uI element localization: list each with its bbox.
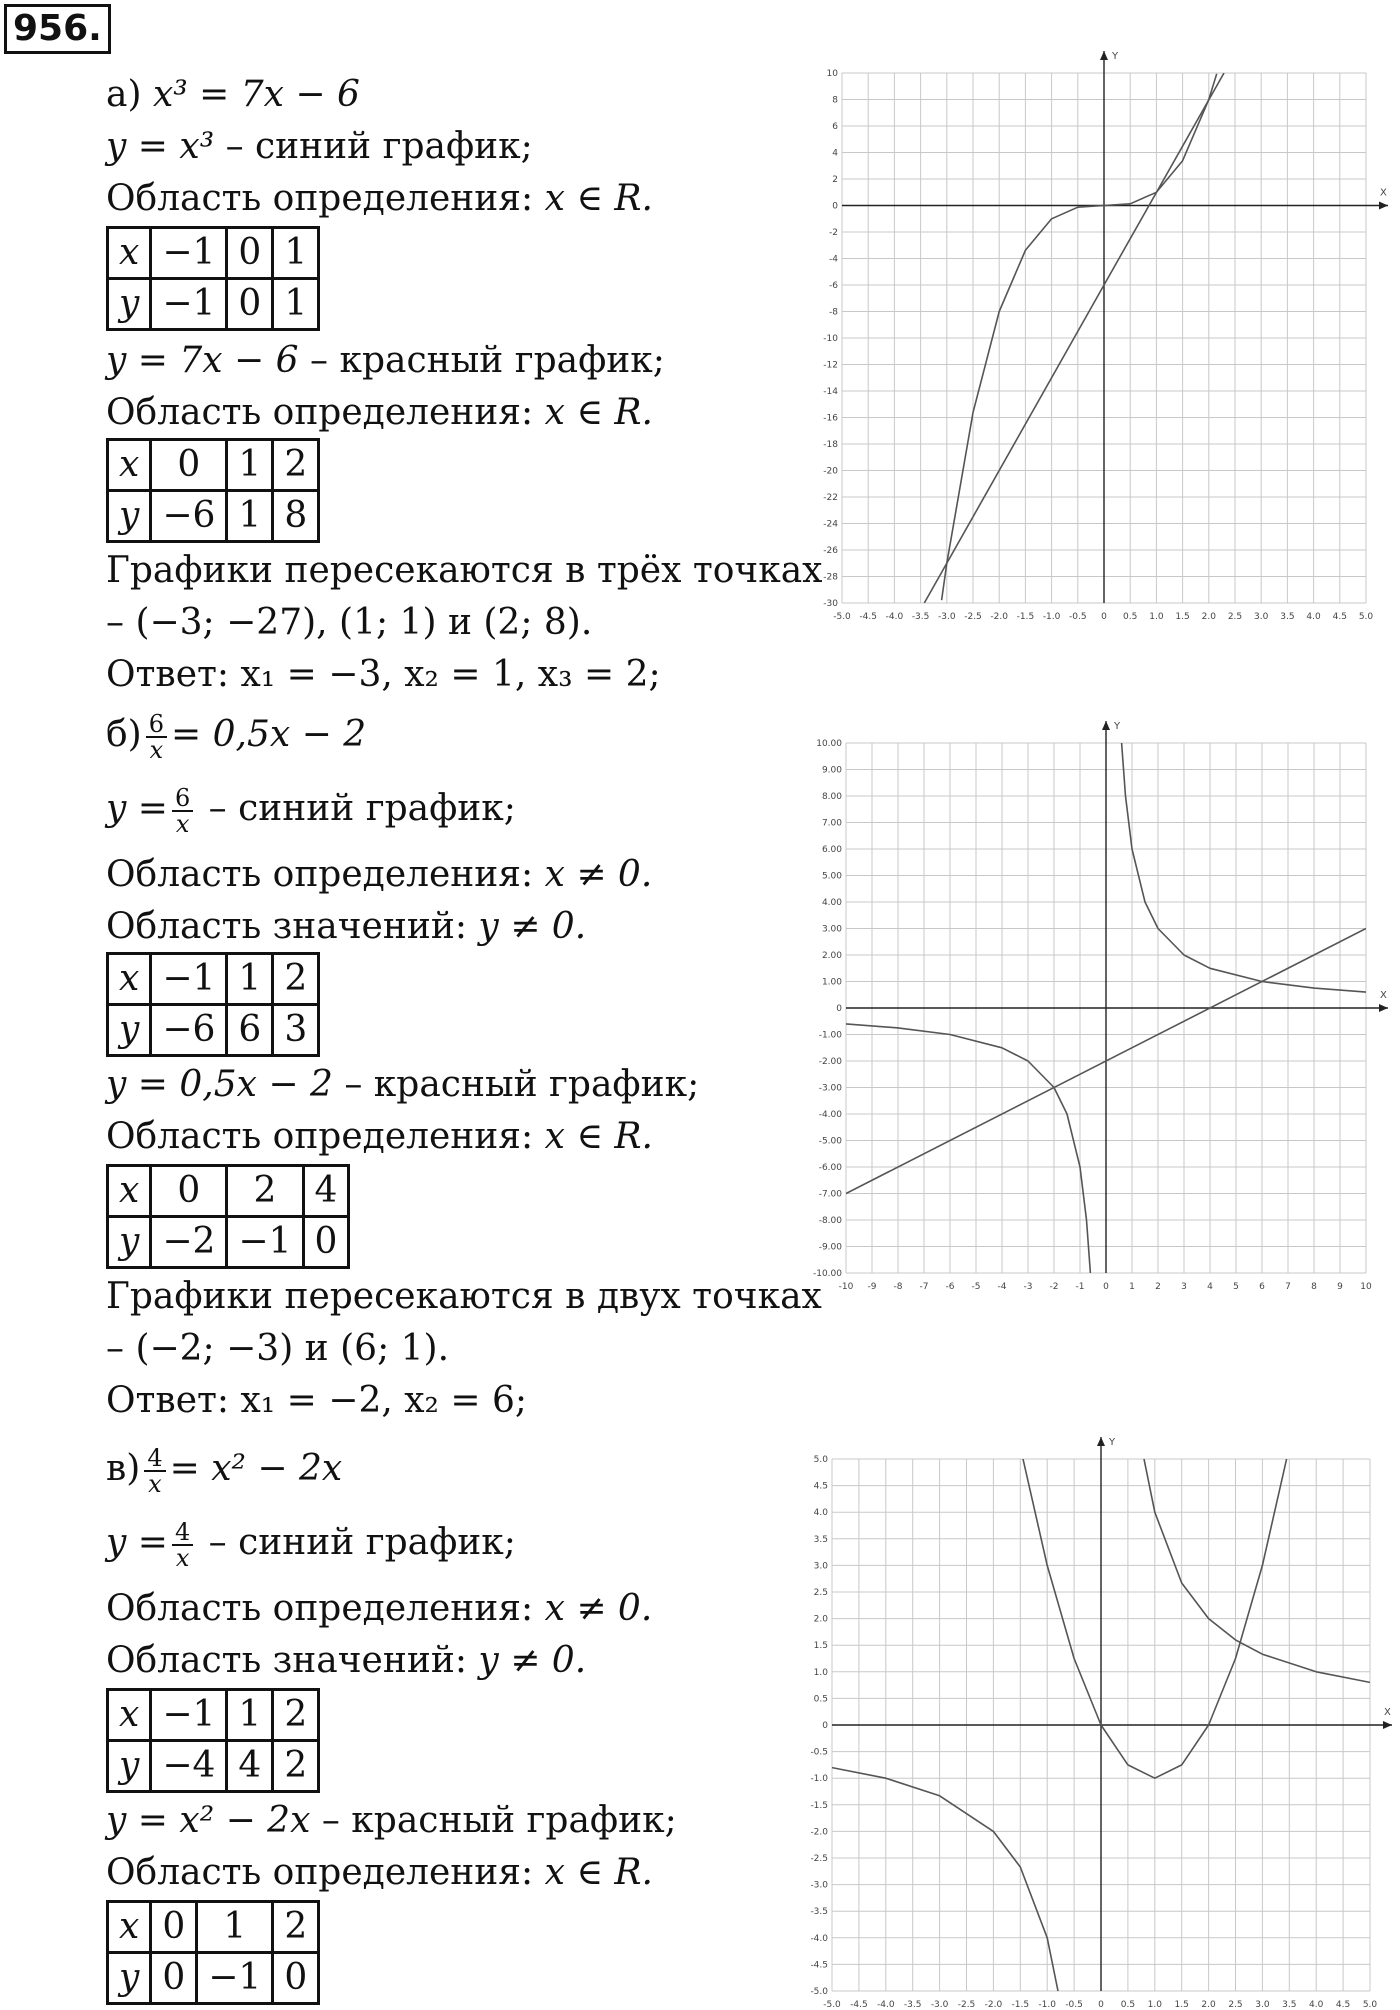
part-a-conclusion-1: Графики пересекаются в трёх точках bbox=[106, 550, 823, 591]
part-a-blue-line: y = x³ – синий график; bbox=[106, 126, 533, 167]
y-axis-arrow-icon bbox=[1097, 1437, 1105, 1446]
part-b-blue-line: y = $\frac{6}{x}$ – синий график; bbox=[106, 784, 516, 838]
x-tick-label: 2.0 bbox=[1201, 612, 1216, 622]
table-cell: 0 bbox=[227, 228, 273, 279]
y-tick-label: 4.5 bbox=[813, 1481, 828, 1492]
x-tick-label: 0 bbox=[1101, 612, 1107, 622]
x-tick-label: 9 bbox=[1337, 1282, 1343, 1290]
table-cell: −1 bbox=[151, 954, 227, 1005]
y-tick-label: 1.00 bbox=[821, 977, 842, 988]
x-tick-label: 4.0 bbox=[1309, 2000, 1324, 2010]
table-cell: 0 bbox=[227, 279, 273, 330]
x-tick-label: -1.0 bbox=[1038, 2000, 1056, 2010]
y-tick-label: 3.0 bbox=[813, 1561, 828, 1572]
y-tick-label: 4 bbox=[832, 148, 838, 159]
part-b-domain-1: Область определения: x ≠ 0. bbox=[106, 854, 653, 895]
x-tick-label: -6 bbox=[945, 1282, 955, 1290]
part-b-range-1: Область значений: y ≠ 0. bbox=[106, 906, 587, 947]
y-tick-label: -1.5 bbox=[810, 1800, 828, 1811]
table-cell: 0 bbox=[151, 1166, 227, 1217]
x-axis-label: X bbox=[1380, 187, 1387, 199]
x-tick-label: 3.0 bbox=[1255, 2000, 1270, 2010]
x-tick-label: -3.0 bbox=[930, 2000, 949, 2010]
y-tick-label: 3.00 bbox=[821, 924, 842, 935]
y-tick-label: -16 bbox=[823, 413, 838, 424]
x-tick-label: 1.5 bbox=[1175, 612, 1190, 622]
y-tick-label: -10.00 bbox=[812, 1269, 842, 1279]
table-row bbox=[108, 1953, 319, 2004]
x-tick-label: 10 bbox=[1360, 1282, 1372, 1290]
x-tick-label: -1.5 bbox=[1016, 612, 1035, 622]
y-tick-label: -18 bbox=[823, 440, 838, 450]
y-tick-label: 1.0 bbox=[813, 1667, 828, 1678]
table-row bbox=[108, 440, 319, 491]
x-axis-arrow-icon bbox=[1383, 1721, 1392, 1729]
x-tick-label: 5 bbox=[1233, 1282, 1239, 1290]
y-tick-label: 6.00 bbox=[821, 845, 842, 855]
y-tick-label: -2.00 bbox=[818, 1057, 842, 1067]
y-tick-label: 0.5 bbox=[813, 1694, 828, 1705]
y-tick-label: 7.00 bbox=[821, 818, 842, 829]
table-cell: 2 bbox=[273, 440, 319, 491]
table-cell: 1 bbox=[227, 1690, 273, 1741]
y-tick-label: -20 bbox=[823, 466, 838, 477]
y-tick-label: -14 bbox=[823, 387, 838, 397]
x-tick-label: -2.5 bbox=[964, 612, 982, 622]
y-tick-label: -24 bbox=[823, 519, 838, 530]
table-cell: y bbox=[108, 1741, 151, 1792]
problem-number: 956. bbox=[4, 4, 111, 54]
table-cell: −1 bbox=[151, 279, 227, 330]
x-axis-label: X bbox=[1380, 990, 1387, 1001]
x-tick-label: 4.5 bbox=[1332, 612, 1347, 622]
y-axis-label: Y bbox=[1109, 1437, 1116, 1448]
table-cell: y bbox=[108, 1217, 151, 1268]
y-tick-label: -1.0 bbox=[810, 1774, 828, 1785]
table-cell: 6 bbox=[227, 1005, 273, 1056]
series-line-1 bbox=[1144, 1459, 1370, 1682]
x-tick-label: -8 bbox=[893, 1282, 903, 1290]
fraction: $\frac{4}{x}$ bbox=[172, 1520, 193, 1570]
y-tick-label: -28 bbox=[823, 572, 838, 583]
x-tick-label: -2.0 bbox=[984, 2000, 1003, 2010]
y-tick-label: -30 bbox=[823, 599, 838, 609]
table-cell: 1 bbox=[273, 228, 319, 279]
x-tick-label: 0.5 bbox=[1120, 2000, 1136, 2010]
x-tick-label: 0 bbox=[1098, 2000, 1104, 2010]
y-tick-label: -6 bbox=[829, 281, 838, 291]
table-cell: x bbox=[108, 228, 151, 279]
table-row bbox=[108, 1741, 319, 1792]
y-tick-label: 5.00 bbox=[821, 871, 842, 882]
part-c-blue-line: y = $\frac{4}{x}$ – синий график; bbox=[106, 1518, 516, 1572]
x-tick-label: 4 bbox=[1207, 1282, 1213, 1290]
x-tick-label: 0 bbox=[1103, 1282, 1109, 1290]
x-tick-label: 3.5 bbox=[1280, 612, 1295, 622]
table-cell: −6 bbox=[151, 491, 227, 542]
table-cell: −2 bbox=[151, 1217, 227, 1268]
y-tick-label: -26 bbox=[823, 546, 838, 556]
x-tick-label: -5.0 bbox=[833, 612, 851, 622]
y-tick-label: -10 bbox=[823, 334, 838, 344]
table-cell: x bbox=[108, 1690, 151, 1741]
x-tick-label: 2.5 bbox=[1227, 612, 1243, 622]
table-cell: 0 bbox=[151, 1953, 197, 2004]
y-tick-label: 0 bbox=[832, 201, 838, 212]
chart-c bbox=[790, 1430, 1400, 2010]
x-tick-label: -2 bbox=[1049, 1282, 1059, 1290]
table-cell: y bbox=[108, 491, 151, 542]
x-tick-label: -1 bbox=[1075, 1282, 1085, 1290]
x-tick-label: -0.5 bbox=[1065, 2000, 1083, 2010]
x-tick-label: -10 bbox=[838, 1282, 854, 1290]
y-tick-label: -9.00 bbox=[818, 1242, 842, 1253]
y-tick-label: -2 bbox=[829, 228, 838, 238]
y-tick-label: -4.00 bbox=[818, 1110, 842, 1120]
table-row bbox=[108, 1690, 319, 1741]
y-tick-label: 4.0 bbox=[813, 1508, 828, 1519]
x-tick-label: 5.0 bbox=[1358, 612, 1374, 622]
y-tick-label: 8.00 bbox=[821, 792, 842, 802]
part-c-red-line: y = x² − 2x – красный график; bbox=[106, 1800, 677, 1841]
table-cell: 0 bbox=[151, 440, 227, 491]
table-cell: 1 bbox=[227, 491, 273, 542]
y-tick-label: 4.00 bbox=[821, 898, 842, 908]
x-tick-label: -4.5 bbox=[859, 612, 877, 622]
table-cell: 3 bbox=[273, 1005, 319, 1056]
table-cell: 1 bbox=[227, 440, 273, 491]
x-tick-label: 8 bbox=[1311, 1282, 1317, 1290]
table-cell: −4 bbox=[151, 1741, 227, 1792]
table-row bbox=[108, 1217, 349, 1268]
y-tick-label: -2.0 bbox=[810, 1827, 828, 1838]
table-cell: y bbox=[108, 279, 151, 330]
x-tick-label: -1.5 bbox=[1011, 2000, 1030, 2010]
x-tick-label: 2 bbox=[1155, 1282, 1161, 1290]
x-axis-label: X bbox=[1384, 1707, 1391, 1718]
y-tick-label: 2.5 bbox=[813, 1588, 828, 1598]
y-tick-label: -5.00 bbox=[818, 1136, 842, 1147]
y-tick-label: -6.00 bbox=[818, 1163, 842, 1173]
table-row bbox=[108, 954, 319, 1005]
y-tick-label: 1.5 bbox=[813, 1641, 828, 1652]
table-cell: y bbox=[108, 1005, 151, 1056]
x-tick-label: -4.5 bbox=[850, 2000, 868, 2010]
y-tick-label: -4.0 bbox=[810, 1933, 828, 1944]
table-cell: 2 bbox=[273, 1902, 319, 1953]
y-tick-label: 2.00 bbox=[821, 951, 842, 961]
y-tick-label: -7.00 bbox=[818, 1189, 842, 1200]
part-a-domain-2: Область определения: x ∈ R. bbox=[106, 392, 653, 433]
y-tick-label: 2 bbox=[832, 175, 838, 185]
x-tick-label: -5.0 bbox=[823, 2000, 841, 2010]
x-tick-label: 4.0 bbox=[1306, 612, 1321, 622]
part-a-red-line: y = 7x − 6 – красный график; bbox=[106, 340, 665, 381]
part-c-equation: в) $\frac{4}{x}$ = x² − 2x bbox=[106, 1444, 343, 1498]
part-b-conclusion-2: – (−2; −3) и (6; 1). bbox=[106, 1328, 450, 1369]
y-tick-label: -3.00 bbox=[818, 1083, 842, 1094]
x-tick-label: 3.0 bbox=[1254, 612, 1269, 622]
x-tick-label: 1 bbox=[1129, 1282, 1135, 1290]
y-tick-label: -22 bbox=[823, 493, 838, 503]
x-tick-label: -7 bbox=[919, 1282, 929, 1290]
table-cell: 8 bbox=[273, 491, 319, 542]
part-a-conclusion-2: – (−3; −27), (1; 1) и (2; 8). bbox=[106, 602, 593, 643]
table-cell: 1 bbox=[227, 954, 273, 1005]
part-b-red-line: y = 0,5x − 2 – красный график; bbox=[106, 1064, 700, 1105]
x-tick-label: 3.5 bbox=[1282, 2000, 1297, 2010]
part-b-equation: б) $\frac{6}{x}$ = 0,5x − 2 bbox=[106, 710, 367, 764]
x-tick-label: -4 bbox=[997, 1282, 1007, 1290]
table-row bbox=[108, 1166, 349, 1217]
y-tick-label: -12 bbox=[823, 360, 838, 371]
x-tick-label: -5 bbox=[971, 1282, 981, 1290]
table-cell: x bbox=[108, 1166, 151, 1217]
x-tick-label: 0.5 bbox=[1123, 612, 1138, 622]
x-tick-label: -4.0 bbox=[885, 612, 904, 622]
table-cell: y bbox=[108, 1953, 151, 2004]
part-b-answer: Ответ: x₁ = −2, x₂ = 6; bbox=[106, 1380, 528, 1421]
table-row bbox=[108, 1902, 319, 1953]
y-tick-label: -8 bbox=[829, 307, 838, 318]
table-cell: −1 bbox=[197, 1953, 273, 2004]
y-axis-arrow-icon bbox=[1100, 51, 1108, 60]
table-cell: 1 bbox=[197, 1902, 273, 1953]
part-c-domain-2: Область определения: x ∈ R. bbox=[106, 1852, 653, 1893]
y-tick-label: -3.5 bbox=[810, 1907, 828, 1918]
x-axis-arrow-icon bbox=[1379, 202, 1388, 210]
y-tick-label: 0 bbox=[836, 1004, 842, 1014]
x-tick-label: -2.5 bbox=[957, 2000, 976, 2010]
part-c-domain-1: Область определения: x ≠ 0. bbox=[106, 1588, 653, 1629]
x-tick-label: -3.0 bbox=[938, 612, 956, 622]
part-b-domain-2: Область определения: x ∈ R. bbox=[106, 1116, 653, 1157]
part-c-range-1: Область значений: y ≠ 0. bbox=[106, 1640, 587, 1681]
x-tick-label: -3.5 bbox=[911, 612, 930, 622]
x-tick-label: 4.5 bbox=[1335, 2000, 1351, 2010]
part-c-table-2 bbox=[106, 1900, 320, 2005]
x-tick-label: -3 bbox=[1023, 1282, 1033, 1290]
part-b-table-1 bbox=[106, 952, 320, 1057]
table-cell: 2 bbox=[273, 954, 319, 1005]
y-tick-label: 2.0 bbox=[813, 1614, 828, 1625]
table-row bbox=[108, 491, 319, 542]
part-c-table-1 bbox=[106, 1688, 320, 1793]
y-tick-label: 6 bbox=[832, 122, 838, 132]
table-cell: 4 bbox=[227, 1741, 273, 1792]
table-cell: 0 bbox=[151, 1902, 197, 1953]
x-tick-label: -1.0 bbox=[1042, 612, 1061, 622]
part-a-domain-1: Область определения: x ∈ R. bbox=[106, 178, 653, 219]
table-cell: 0 bbox=[303, 1217, 349, 1268]
x-tick-label: 2.0 bbox=[1201, 2000, 1216, 2010]
y-tick-label: -4.5 bbox=[810, 1960, 828, 1971]
part-b-table-2 bbox=[106, 1164, 350, 1269]
fraction: $\frac{4}{x}$ bbox=[144, 1446, 165, 1496]
part-b-conclusion-1: Графики пересекаются в двух точках bbox=[106, 1276, 822, 1317]
table-cell: −1 bbox=[227, 1217, 303, 1268]
fraction: $\frac{6}{x}$ bbox=[172, 786, 193, 836]
y-tick-label: 8 bbox=[832, 95, 838, 106]
x-tick-label: -2.0 bbox=[990, 612, 1008, 622]
x-tick-label: 1.0 bbox=[1147, 2000, 1162, 2010]
y-axis-label: Y bbox=[1112, 51, 1119, 62]
part-a-answer: Ответ: x₁ = −3, x₂ = 1, x₃ = 2; bbox=[106, 654, 661, 695]
y-tick-label: -2.5 bbox=[810, 1854, 828, 1864]
y-tick-label: 3.5 bbox=[813, 1534, 828, 1545]
table-cell: x bbox=[108, 1902, 151, 1953]
table-cell: 2 bbox=[273, 1690, 319, 1741]
x-axis-arrow-icon bbox=[1379, 1004, 1388, 1012]
part-a-equation: а) x³ = 7x − 6 bbox=[106, 74, 360, 115]
x-tick-label: 1.5 bbox=[1174, 2000, 1189, 2010]
x-tick-label: -9 bbox=[867, 1282, 877, 1290]
table-cell: 4 bbox=[303, 1166, 349, 1217]
series-line-2 bbox=[832, 1768, 1058, 1991]
table-cell: 1 bbox=[273, 279, 319, 330]
table-cell: x bbox=[108, 954, 151, 1005]
y-tick-label: 9.00 bbox=[821, 765, 842, 776]
table-cell: 2 bbox=[273, 1741, 319, 1792]
x-tick-label: 2.5 bbox=[1228, 2000, 1243, 2010]
y-tick-label: -4 bbox=[829, 254, 838, 265]
x-tick-label: -0.5 bbox=[1069, 612, 1087, 622]
table-cell: 0 bbox=[273, 1953, 319, 2004]
x-tick-label: 5.0 bbox=[1362, 2000, 1378, 2010]
x-tick-label: 3 bbox=[1181, 1282, 1187, 1290]
fraction: $\frac{6}{x}$ bbox=[146, 712, 167, 762]
table-cell: −6 bbox=[151, 1005, 227, 1056]
y-tick-label: -1.00 bbox=[818, 1030, 842, 1041]
table-cell: 2 bbox=[227, 1166, 303, 1217]
part-a-table-1 bbox=[106, 226, 320, 331]
y-tick-label: -3.0 bbox=[810, 1880, 828, 1891]
chart-b bbox=[790, 720, 1400, 1290]
table-cell: x bbox=[108, 440, 151, 491]
x-tick-label: -4.0 bbox=[877, 2000, 895, 2010]
y-tick-label: 0 bbox=[822, 1721, 828, 1731]
table-cell: −1 bbox=[151, 1690, 227, 1741]
table-row bbox=[108, 279, 319, 330]
chart-a bbox=[790, 40, 1400, 640]
y-tick-label: 5.0 bbox=[813, 1455, 828, 1465]
x-tick-label: 7 bbox=[1285, 1282, 1291, 1290]
table-row bbox=[108, 228, 319, 279]
y-tick-label: -0.5 bbox=[810, 1747, 828, 1758]
y-tick-label: 10.00 bbox=[816, 739, 842, 749]
x-tick-label: 1.0 bbox=[1149, 612, 1164, 622]
part-a-table-2 bbox=[106, 438, 320, 543]
y-axis-arrow-icon bbox=[1102, 721, 1110, 730]
y-tick-label: 10 bbox=[826, 69, 838, 79]
y-axis-label: Y bbox=[1114, 721, 1121, 732]
y-tick-label: -8.00 bbox=[818, 1216, 842, 1226]
table-row bbox=[108, 1005, 319, 1056]
table-cell: −1 bbox=[151, 228, 227, 279]
x-tick-label: 6 bbox=[1259, 1282, 1265, 1290]
x-tick-label: -3.5 bbox=[903, 2000, 922, 2010]
y-tick-label: -5.0 bbox=[810, 1987, 828, 1997]
